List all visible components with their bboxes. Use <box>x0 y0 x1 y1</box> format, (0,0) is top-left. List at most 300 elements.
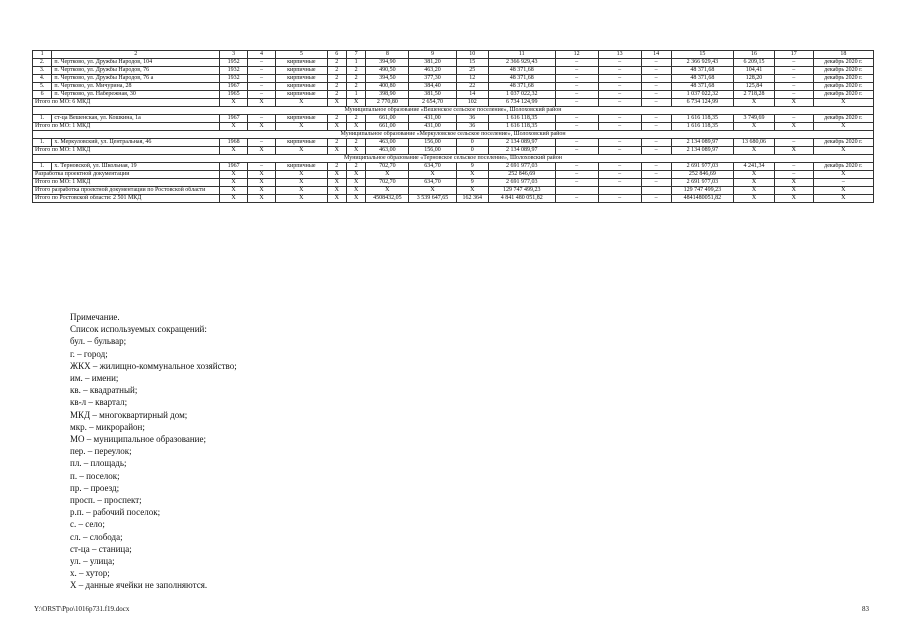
table-cell: 1967 <box>220 115 248 123</box>
total-label: Итого по МО: 1 МКД <box>33 179 220 187</box>
table-cell: X <box>346 171 365 179</box>
section-header-row <box>33 107 874 115</box>
total-row <box>33 123 874 131</box>
table-cell: 6 734 124,99 <box>488 99 555 107</box>
column-number-cell: 17 <box>774 51 813 59</box>
table-cell: – <box>555 163 598 171</box>
table-cell: 2 134 089,97 <box>671 147 733 155</box>
table-cell: X <box>346 179 365 187</box>
table-cell: 431,00 <box>409 115 456 123</box>
table-cell: X <box>248 179 276 187</box>
table-cell: 0 <box>456 147 488 155</box>
table-cell: – <box>641 179 671 187</box>
table-cell: 2. <box>33 59 52 67</box>
table-cell: 394,90 <box>366 59 409 67</box>
table-cell: 15 <box>456 59 488 67</box>
table-cell: декабрь 2020 г. <box>813 83 873 91</box>
column-number-cell: 6 <box>327 51 346 59</box>
table-cell: 1. <box>33 139 52 147</box>
table-cell: – <box>774 171 813 179</box>
column-number-cell: 10 <box>456 51 488 59</box>
table-cell: X <box>366 171 409 179</box>
section-title: Муниципальное образование «Вешенское сельское поселение», Шолоховский район <box>33 107 874 115</box>
table-cell: 634,70 <box>409 179 456 187</box>
abbreviation-item: пер. – переулок; <box>70 446 132 457</box>
table-cell: – <box>555 195 598 203</box>
table-cell: – <box>641 163 671 171</box>
table-cell: – <box>248 59 276 67</box>
table-cell: – <box>555 91 598 99</box>
table-cell: 2 <box>327 115 346 123</box>
table-cell: X <box>813 171 873 179</box>
table-cell: 48 371,68 <box>671 83 733 91</box>
abbreviation-item: мкр. – микрорайон; <box>70 421 145 432</box>
table-cell: – <box>555 83 598 91</box>
table-cell: 1 <box>346 91 365 99</box>
table-cell: 1965 <box>220 91 248 99</box>
address-cell: ст-ца Вешенская, ул. Кошкина, 1а <box>52 115 220 123</box>
table-cell: – <box>598 115 641 123</box>
table-cell: X <box>734 147 775 155</box>
table-cell: – <box>641 139 671 147</box>
abbreviation-item: г. – город; <box>70 348 108 359</box>
table-cell: 4 841 480 051,82 <box>488 195 555 203</box>
table-cell: 1 616 118,35 <box>671 123 733 131</box>
table-cell: 129 747 499,23 <box>671 187 733 195</box>
table-cell: 1 616 118,35 <box>488 115 555 123</box>
table-cell: 400,80 <box>366 83 409 91</box>
table-cell: X <box>774 179 813 187</box>
table-cell: декабрь 2020 г. <box>813 59 873 67</box>
table-cell: 0 <box>456 139 488 147</box>
table-cell: 2 718,28 <box>734 91 775 99</box>
table-cell: – <box>555 115 598 123</box>
table-cell: X <box>248 171 276 179</box>
table-cell: 25 <box>456 67 488 75</box>
table-cell: – <box>248 163 276 171</box>
table-cell: – <box>598 147 641 155</box>
table-cell <box>598 187 641 195</box>
table-cell: – <box>555 59 598 67</box>
table-cell: X <box>327 179 346 187</box>
table-cell: – <box>555 67 598 75</box>
table-cell: – <box>248 115 276 123</box>
table-cell: 2 691 977,03 <box>488 179 555 187</box>
table-cell: 14 <box>456 91 488 99</box>
table-cell: 2 <box>327 91 346 99</box>
table-cell: X <box>327 171 346 179</box>
abbreviation-item: ул. – улица; <box>70 556 115 567</box>
table-cell: 5. <box>33 83 52 91</box>
table-cell: – <box>641 171 671 179</box>
column-number-cell: 11 <box>488 51 555 59</box>
abbreviation-item: бул. – бульвар; <box>70 336 127 347</box>
column-number-row <box>33 51 874 59</box>
column-number-cell: 13 <box>598 51 641 59</box>
column-number-cell: 14 <box>641 51 671 59</box>
table-cell: 2 691 977,03 <box>671 163 733 171</box>
table-cell: 3. <box>33 67 52 75</box>
table-row <box>33 75 874 83</box>
table-cell: 48 371,68 <box>671 67 733 75</box>
table-cell: 48 371,68 <box>671 75 733 83</box>
table-cell: 2 134 089,97 <box>488 139 555 147</box>
table-cell: кирпичные <box>276 139 328 147</box>
table-cell: – <box>248 139 276 147</box>
table-cell: – <box>774 67 813 75</box>
table-cell: – <box>598 163 641 171</box>
abbreviation-item: МО – муниципальное образование; <box>70 434 206 445</box>
table-cell: X <box>774 187 813 195</box>
total-row <box>33 147 874 155</box>
table-cell: 661,00 <box>366 115 409 123</box>
address-cell: х. Терновской, ул. Школьная, 19 <box>52 163 220 171</box>
abbreviation-item: х. – хутор; <box>70 568 110 579</box>
abbreviation-item: Х – данные ячейки не заполняются. <box>70 580 208 591</box>
table-cell: кирпичные <box>276 67 328 75</box>
column-number-cell: 7 <box>346 51 365 59</box>
table-cell: – <box>598 179 641 187</box>
column-number-cell: 15 <box>671 51 733 59</box>
table-cell: 1. <box>33 115 52 123</box>
table-cell: 2 <box>327 83 346 91</box>
table-cell: 2 <box>327 59 346 67</box>
table-cell: кирпичные <box>276 83 328 91</box>
table-cell: 2 <box>346 115 365 123</box>
table-cell: – <box>774 139 813 147</box>
table-cell: 2 691 977,03 <box>671 179 733 187</box>
table-cell: 4. <box>33 75 52 83</box>
table-cell: кирпичные <box>276 59 328 67</box>
table-cell: 129 747 499,23 <box>488 187 555 195</box>
total-row <box>33 195 874 203</box>
table-cell: X <box>456 171 488 179</box>
table-cell: 252 846,69 <box>671 171 733 179</box>
table-cell: X <box>813 187 873 195</box>
table-cell: 2 <box>346 139 365 147</box>
table-cell: X <box>327 147 346 155</box>
table-cell: – <box>641 115 671 123</box>
table-cell: – <box>598 75 641 83</box>
table-cell: – <box>598 139 641 147</box>
table-cell: кирпичные <box>276 163 328 171</box>
table-cell: 702,70 <box>366 163 409 171</box>
table-cell: кирпичные <box>276 75 328 83</box>
table-cell: X <box>813 123 873 131</box>
table-cell: X <box>220 147 248 155</box>
table-row <box>33 83 874 91</box>
table-cell: X <box>409 187 456 195</box>
total-label: Итого по МО: 1 МКД <box>33 147 220 155</box>
column-number-cell: 8 <box>366 51 409 59</box>
table-cell: кирпичные <box>276 115 328 123</box>
total-row <box>33 179 874 187</box>
table-row <box>33 91 874 99</box>
table-cell: 381,20 <box>409 59 456 67</box>
table-cell: – <box>248 75 276 83</box>
section-header-row <box>33 155 874 163</box>
table-cell: 13 680,06 <box>734 139 775 147</box>
column-number-cell: 4 <box>248 51 276 59</box>
table-cell: 2 <box>327 163 346 171</box>
table-cell: – <box>598 83 641 91</box>
total-label: Итого по МО: 1 МКД <box>33 123 220 131</box>
table-cell: 1932 <box>220 67 248 75</box>
abbreviations-title: Список используемых сокращений: <box>70 324 207 335</box>
table-cell: – <box>641 195 671 203</box>
section-header-row <box>33 131 874 139</box>
table-cell: 1. <box>33 163 52 171</box>
table-cell: декабрь 2020 г. <box>813 163 873 171</box>
table-cell: 156,00 <box>409 139 456 147</box>
table-cell: X <box>248 123 276 131</box>
table-cell: X <box>220 171 248 179</box>
table-cell: 1 037 022,32 <box>488 91 555 99</box>
column-number-cell: 9 <box>409 51 456 59</box>
table-cell: X <box>327 123 346 131</box>
table-cell: 381,50 <box>409 91 456 99</box>
abbreviation-item: кв-л – квартал; <box>70 397 128 408</box>
table-cell: – <box>598 59 641 67</box>
table-cell: X <box>276 187 328 195</box>
abbreviation-item: ст-ца – станица; <box>70 543 132 554</box>
table-cell: X <box>734 99 775 107</box>
table-row <box>33 67 874 75</box>
table-cell: – <box>641 123 671 131</box>
page-number: 83 <box>862 605 869 613</box>
table-cell: – <box>774 91 813 99</box>
document-file-path: Y:\ORST\Ppo\1016p731.f19.docx <box>34 605 130 613</box>
total-label: Разработка проектной документации <box>33 171 220 179</box>
notes-heading: Примечание. <box>70 312 120 322</box>
column-number-cell: 5 <box>276 51 328 59</box>
table-cell: 1932 <box>220 75 248 83</box>
table-cell: – <box>555 171 598 179</box>
table-cell: 2 <box>346 163 365 171</box>
table-row <box>33 163 874 171</box>
column-number-cell: 3 <box>220 51 248 59</box>
table-cell: X <box>276 123 328 131</box>
table-cell: – <box>555 179 598 187</box>
table-cell: 48 371,68 <box>488 83 555 91</box>
table-cell: 48 371,68 <box>488 75 555 83</box>
table-cell: X <box>774 123 813 131</box>
table-cell <box>641 187 671 195</box>
table-cell: 2 654,70 <box>409 99 456 107</box>
table-cell: – <box>248 67 276 75</box>
housing-program-table <box>32 50 874 203</box>
table-cell: X <box>813 195 873 203</box>
table-cell: X <box>220 99 248 107</box>
table-cell: 102 <box>456 99 488 107</box>
table-cell: 6 <box>33 91 52 99</box>
table-cell: 9 <box>456 179 488 187</box>
table-cell: 1967 <box>220 163 248 171</box>
table-cell: X <box>327 195 346 203</box>
table-cell: 48 371,68 <box>488 67 555 75</box>
table-cell: X <box>813 99 873 107</box>
total-row <box>33 99 874 107</box>
abbreviation-item: МКД – многоквартирный дом; <box>70 409 188 420</box>
table-cell: X <box>813 147 873 155</box>
table-cell: X <box>220 179 248 187</box>
table-cell: 36 <box>456 115 488 123</box>
table-cell: 463,20 <box>409 67 456 75</box>
table-cell: 1967 <box>220 83 248 91</box>
section-title: Муниципальное образование «Меркуловское сельское поселение», Шолоховский район <box>33 131 874 139</box>
total-row <box>33 187 874 195</box>
abbreviation-item: пр. – проезд; <box>70 482 120 493</box>
table-cell: X <box>734 171 775 179</box>
table-cell: декабрь 2020 г. <box>813 67 873 75</box>
total-label: Итого разработка проектной документации по Ростовской области <box>33 187 220 195</box>
column-number-cell: 2 <box>52 51 220 59</box>
table-cell: 661,00 <box>366 123 409 131</box>
table-cell: – <box>774 75 813 83</box>
table-cell: X <box>409 171 456 179</box>
table-cell: 3 539 647,65 <box>409 195 456 203</box>
table-cell: – <box>248 91 276 99</box>
table-cell: – <box>641 147 671 155</box>
abbreviations-list <box>70 335 237 591</box>
table-cell: – <box>555 75 598 83</box>
table-row <box>33 59 874 67</box>
table-cell: декабрь 2020 г. <box>813 115 873 123</box>
table-cell: 2 134 089,97 <box>671 139 733 147</box>
address-cell: п. Чертково, ул. Набережная, 30 <box>52 91 220 99</box>
table-cell: декабрь 2020 г. <box>813 91 873 99</box>
notes-block <box>70 311 237 592</box>
table-row <box>33 139 874 147</box>
table-cell: – <box>774 115 813 123</box>
table-cell: 431,00 <box>409 123 456 131</box>
table-cell: 1968 <box>220 139 248 147</box>
table-cell: 1952 <box>220 59 248 67</box>
table-cell: X <box>276 179 328 187</box>
table-cell: X <box>220 187 248 195</box>
table-cell: 2 <box>346 67 365 75</box>
table-cell: – <box>598 99 641 107</box>
table-cell: X <box>276 99 328 107</box>
table-cell: 3 749,69 <box>734 115 775 123</box>
table-cell: X <box>346 147 365 155</box>
table-cell: X <box>346 99 365 107</box>
table-cell: X <box>248 147 276 155</box>
table-cell: X <box>327 187 346 195</box>
table-cell: X <box>327 99 346 107</box>
table-cell: – <box>598 91 641 99</box>
table-cell: – <box>555 99 598 107</box>
table-cell: – <box>641 83 671 91</box>
table-cell: X <box>346 187 365 195</box>
table-cell: 384,40 <box>409 83 456 91</box>
table-cell: X <box>734 123 775 131</box>
table-cell: X <box>346 123 365 131</box>
table-cell: 702,70 <box>366 179 409 187</box>
table-cell: 490,50 <box>366 67 409 75</box>
table-cell: – <box>555 139 598 147</box>
column-number-cell: 1 <box>33 51 52 59</box>
abbreviation-item: с. – село; <box>70 519 105 530</box>
table-cell: X <box>276 171 328 179</box>
table-row <box>33 115 874 123</box>
table-cell: X <box>774 195 813 203</box>
table-cell: 394,50 <box>366 75 409 83</box>
table-cell: 1 616 118,35 <box>671 115 733 123</box>
table-cell: – <box>774 83 813 91</box>
table-cell: 4841480051,82 <box>671 195 733 203</box>
table-cell: 2 <box>346 83 365 91</box>
table-cell: – <box>813 179 873 187</box>
table-cell: X <box>456 187 488 195</box>
table-cell: 2 <box>327 139 346 147</box>
abbreviation-item: п. – поселок; <box>70 470 120 481</box>
table-cell: – <box>641 67 671 75</box>
table-cell: X <box>220 195 248 203</box>
abbreviation-item: сл. – слобода; <box>70 531 123 542</box>
table-cell: X <box>734 179 775 187</box>
abbreviation-item: им. – имени; <box>70 373 119 384</box>
column-number-cell: 18 <box>813 51 873 59</box>
table-cell: 1 616 118,35 <box>488 123 555 131</box>
table-cell: кирпичные <box>276 91 328 99</box>
table-cell: – <box>555 147 598 155</box>
table-cell: 125,84 <box>734 83 775 91</box>
table-cell: 2 770,80 <box>366 99 409 107</box>
address-cell: п. Чертково, ул. Дружбы Народов, 104 <box>52 59 220 67</box>
table-cell: 1 037 022,32 <box>671 91 733 99</box>
table-cell: X <box>220 123 248 131</box>
table-cell: 156,00 <box>409 147 456 155</box>
table-cell: – <box>641 75 671 83</box>
table-cell: X <box>774 99 813 107</box>
table-cell: – <box>598 123 641 131</box>
table-cell: X <box>276 147 328 155</box>
table-cell: 36 <box>456 123 488 131</box>
abbreviation-item: пл. – площадь; <box>70 458 127 469</box>
abbreviation-item: р.п. – рабочий поселок; <box>70 507 161 518</box>
table-cell: 463,00 <box>366 139 409 147</box>
table-cell: 634,70 <box>409 163 456 171</box>
table-cell: 1 <box>346 59 365 67</box>
table-cell: – <box>774 59 813 67</box>
section-title: Муниципальное образование «Терновское сельское поселение», Шолоховский район <box>33 155 874 163</box>
table-cell: 2 <box>346 75 365 83</box>
table-cell: 2 <box>327 75 346 83</box>
table-cell: декабрь 2020 г. <box>813 75 873 83</box>
table-cell: 104,41 <box>734 67 775 75</box>
column-number-cell: 16 <box>734 51 775 59</box>
table-cell: 162 364 <box>456 195 488 203</box>
table-cell: X <box>734 195 775 203</box>
table-cell: 128,20 <box>734 75 775 83</box>
table-cell: – <box>555 123 598 131</box>
table-cell: 6 734 124,99 <box>671 99 733 107</box>
table-cell: X <box>248 195 276 203</box>
total-label: Итого по МО: 6 МКД <box>33 99 220 107</box>
table-cell: 2 366 929,43 <box>671 59 733 67</box>
table-cell: 12 <box>456 75 488 83</box>
address-cell: п. Чертково, ул. Мичурина, 28 <box>52 83 220 91</box>
table-cell: 9 <box>456 163 488 171</box>
address-cell: х. Меркуловский, ул. Центральная, 46 <box>52 139 220 147</box>
table-cell: – <box>774 163 813 171</box>
table-cell: – <box>598 195 641 203</box>
abbreviation-item: просп. – проспект; <box>70 495 142 506</box>
table-cell: X <box>248 99 276 107</box>
table-cell: 463,00 <box>366 147 409 155</box>
table-cell: – <box>598 171 641 179</box>
